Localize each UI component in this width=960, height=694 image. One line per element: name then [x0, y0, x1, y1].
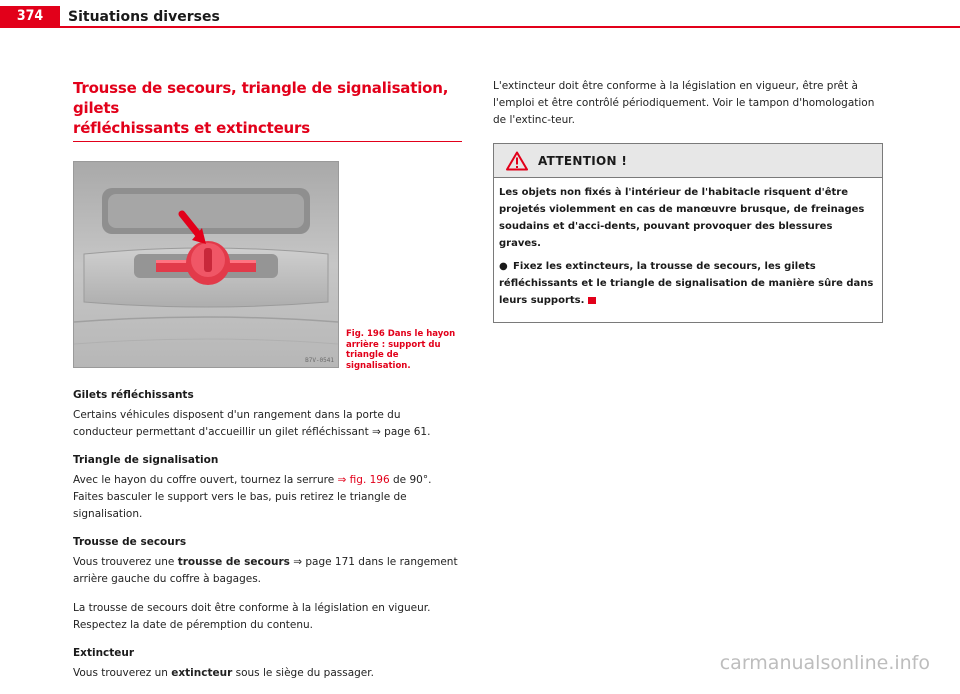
left-column — [73, 78, 463, 694]
figure-caption-line3: triangle de signalisation. — [346, 350, 411, 371]
para-triangle-end: de 90°. Faites basculer le support vers le bas, puis retirez le triangle de signalisation. — [73, 474, 432, 520]
title-rule — [73, 141, 462, 142]
right-column — [493, 78, 883, 323]
para-trousse-start: Vous trouverez une — [73, 556, 178, 568]
figure-reference-link[interactable]: ⇒ fig. 196 — [337, 474, 390, 486]
para-trousse — [73, 554, 463, 588]
figure-code: B7V-0541 — [305, 357, 334, 364]
section-title: Situations diverses — [68, 9, 220, 25]
para-gilets: Certains véhicules disposent d'un rangement dans la porte du conducteur permettant d'accueillir un gilet réfléchissant ⇒ page 61. — [73, 409, 431, 438]
heading-trousse: Trousse de secours — [73, 536, 187, 548]
attention-body — [494, 178, 882, 322]
heading-gilets: Gilets réfléchissants — [73, 389, 194, 401]
page-number: 374 — [0, 6, 60, 27]
para-trousse-2: La trousse de secours doit être conforme à la législation en vigueur. Respectez la date de péremption du contenu. — [73, 602, 431, 631]
para-triangle-start: Avec le hayon du coffre ouvert, tournez la serrure — [73, 474, 338, 486]
warning-triangle-icon — [506, 151, 528, 171]
attention-para-1: Les objets non fixés à l'intérieur de l'habitacle risquent d'être projetés violemment en cas de manœuvre brusque, de freinages soudains et d'acci-dents, pouvant provoquer des blessures graves. — [499, 187, 865, 249]
attention-title: ATTENTION ! — [538, 153, 628, 168]
para-extincteur-bold: extincteur — [171, 667, 233, 679]
figure-196 — [73, 161, 463, 371]
section-end-icon — [588, 297, 596, 304]
para-extincteur-end: sous le siège du passager. — [232, 667, 374, 679]
para-triangle — [73, 472, 463, 523]
para-extincteur-start: Vous trouverez un — [73, 667, 172, 679]
figure-caption — [346, 329, 466, 371]
figure-image — [73, 161, 339, 368]
para-extincteur-intro: L'extincteur doit être conforme à la législation en vigueur, être prêt à l'emploi et être contrôlé périodiquement. Voir le tampon d'homologation de l'extinc-teur. — [493, 80, 875, 126]
main-title — [73, 78, 463, 138]
para-extincteur — [73, 665, 463, 682]
body-text — [73, 388, 463, 682]
main-title-line2: réfléchissants et extincteurs — [73, 119, 310, 137]
para-trousse-end: ⇒ page 171 dans le rangement arrière gauche du coffre à bagages. — [73, 556, 458, 585]
attention-para-2 — [499, 258, 875, 309]
watermark: carmanualsonline.info — [719, 652, 930, 674]
para-trousse-bold: trousse de secours — [177, 556, 290, 568]
attention-para-2-text: Fixez les extincteurs, la trousse de secours, les gilets réfléchissants et le triangle de signalisation de manière sûre dans leurs supports. — [499, 261, 874, 306]
page-header — [0, 0, 960, 27]
figure-caption-line1: Fig. 196 Dans le hayon — [346, 329, 456, 339]
heading-extincteur: Extincteur — [73, 647, 135, 659]
tailgate-illustration — [74, 162, 338, 367]
figure-caption-line2: arrière : support du — [346, 339, 441, 350]
attention-box — [493, 143, 883, 323]
header-rule — [0, 26, 960, 28]
heading-triangle: Triangle de signalisation — [73, 454, 219, 466]
main-title-line1: Trousse de secours, triangle de signalisation, gilets — [73, 79, 449, 117]
bullet-icon: ● — [499, 261, 508, 272]
attention-header — [494, 144, 882, 178]
